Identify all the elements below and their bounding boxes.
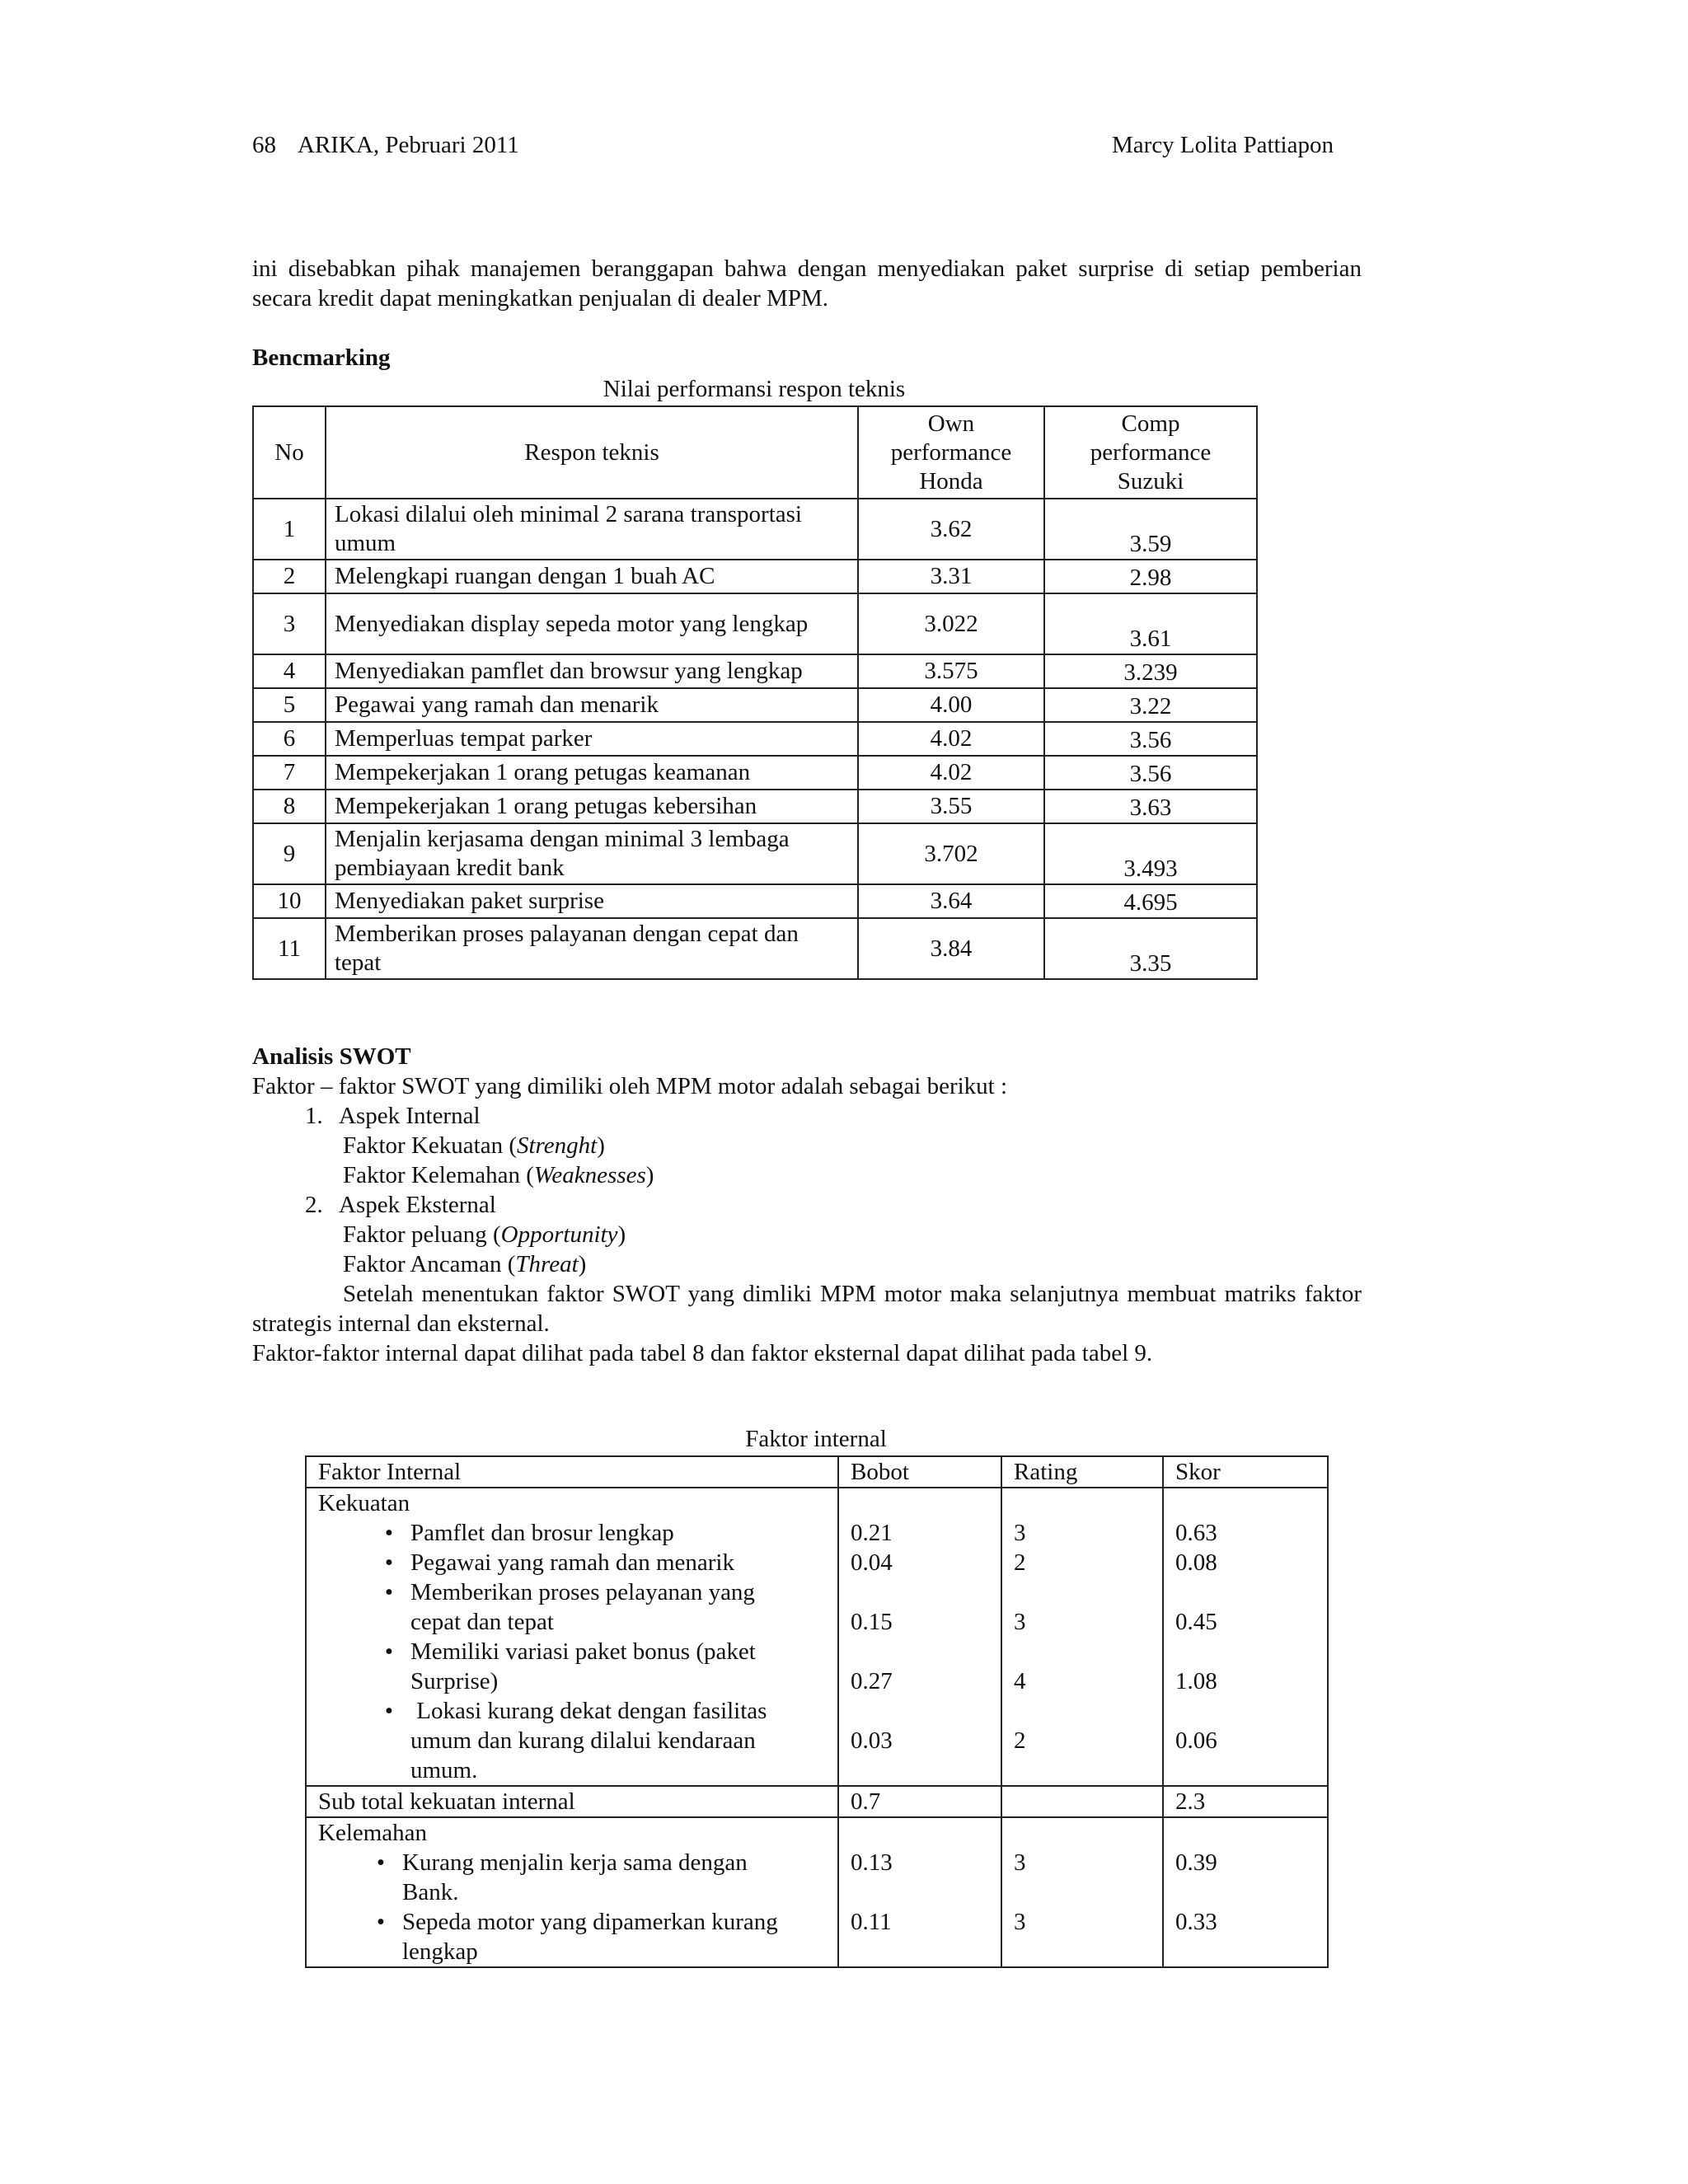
cell-no: 2 xyxy=(253,560,326,593)
kekuatan-items xyxy=(318,1518,826,1785)
table-row xyxy=(253,756,1257,790)
item-text: umum dan kurang dilalui kendaraan xyxy=(410,1727,756,1754)
swot-heading: Analisis SWOT xyxy=(252,1043,411,1070)
skor-value: 0.06 xyxy=(1175,1727,1217,1754)
kelemahan-rating xyxy=(1001,1817,1163,1967)
own-line-3: Honda xyxy=(919,467,983,494)
list-item xyxy=(368,1518,826,1548)
comp-line-2: performance xyxy=(1090,438,1212,466)
cell-own: 3.84 xyxy=(858,918,1044,979)
kelemahan-items xyxy=(318,1848,826,1966)
col-header-no: No xyxy=(253,406,326,499)
journal-name: ARIKA, Pebruari 2011 xyxy=(298,132,519,158)
col-header-skor: Skor xyxy=(1163,1456,1328,1488)
cell-own: 3.64 xyxy=(858,884,1044,918)
cell-comp: 2.98 xyxy=(1044,560,1257,593)
col-header-rating: Rating xyxy=(1001,1456,1163,1488)
swot-item-2-label: Aspek Eksternal xyxy=(339,1192,496,1218)
text-italic: Opportunity xyxy=(500,1221,618,1248)
kelemahan-skor xyxy=(1163,1817,1328,1967)
list-item xyxy=(368,1548,826,1577)
bullet-icon: • xyxy=(384,1698,394,1724)
table-row xyxy=(253,499,1257,560)
faktor-internal-table xyxy=(305,1455,1329,1968)
swot-paragraph-2: Faktor-faktor internal dapat dilihat pada tabel 8 dan faktor eksternal dapat dilihat pada tabel 9. xyxy=(252,1340,1153,1366)
list-item xyxy=(368,1696,826,1785)
swot-item-1-sub-2 xyxy=(343,1160,654,1190)
swot-item-2-sub-1 xyxy=(343,1220,626,1249)
kelemahan-section xyxy=(306,1817,1328,1967)
text: Faktor peluang ( xyxy=(343,1221,501,1248)
benchmark-heading: Bencmarking xyxy=(252,344,391,371)
subtotal-skor: 2.3 xyxy=(1163,1786,1328,1817)
swot-item-2-number: 2. xyxy=(305,1192,323,1218)
item-text: Pegawai yang ramah dan menarik xyxy=(410,1549,734,1576)
cell-own: 4.02 xyxy=(858,722,1044,756)
text: Faktor Kelemahan ( xyxy=(343,1162,534,1188)
cell-no: 3 xyxy=(253,593,326,654)
cell-comp: 3.493 xyxy=(1044,823,1257,884)
benchmark-caption: Nilai performansi respon teknis xyxy=(603,376,906,402)
bullet-icon: • xyxy=(384,1549,394,1576)
text: Faktor Kekuatan ( xyxy=(343,1132,517,1159)
rating-value: 3 xyxy=(1014,1520,1026,1546)
bullet-icon: • xyxy=(376,1849,386,1876)
kelemahan-bobot xyxy=(838,1817,1001,1967)
rating-value: 3 xyxy=(1014,1609,1026,1635)
item-text: Memberikan proses pelayanan yang xyxy=(410,1579,755,1605)
benchmark-table xyxy=(252,405,1258,980)
cell-comp: 3.63 xyxy=(1044,790,1257,823)
cell-comp: 3.35 xyxy=(1044,918,1257,979)
cell-respon: Melengkapi ruangan dengan 1 buah AC xyxy=(326,560,858,593)
item-text: Bank. xyxy=(402,1879,459,1905)
table-row xyxy=(253,884,1257,918)
skor-value: 0.63 xyxy=(1175,1520,1217,1546)
cell-no: 11 xyxy=(253,918,326,979)
kekuatan-rating xyxy=(1001,1488,1163,1786)
kelemahan-label: Kelemahan xyxy=(318,1820,428,1846)
bobot-value: 0.03 xyxy=(851,1727,893,1754)
table-row xyxy=(253,654,1257,688)
kekuatan-bobot xyxy=(838,1488,1001,1786)
cell-comp: 3.56 xyxy=(1044,756,1257,790)
bobot-value: 0.13 xyxy=(851,1849,893,1876)
cell-own: 3.702 xyxy=(858,823,1044,884)
table-row xyxy=(253,593,1257,654)
item-text: Pamflet dan brosur lengkap xyxy=(410,1520,674,1546)
cell-comp: 3.239 xyxy=(1044,654,1257,688)
list-item xyxy=(368,1637,826,1696)
item-text: umum. xyxy=(410,1757,478,1783)
cell-respon: Menyediakan paket surprise xyxy=(326,884,858,918)
bullet-icon: • xyxy=(384,1520,394,1546)
kekuatan-label: Kekuatan xyxy=(318,1490,410,1516)
cell-no: 8 xyxy=(253,790,326,823)
cell-no: 1 xyxy=(253,499,326,560)
item-text: Memiliki variasi paket bonus (paket xyxy=(410,1638,756,1665)
bobot-value: 0.21 xyxy=(851,1520,893,1546)
swot-item-2 xyxy=(305,1190,496,1220)
skor-value: 0.39 xyxy=(1175,1849,1217,1876)
cell-own: 4.02 xyxy=(858,756,1044,790)
text: ) xyxy=(617,1221,626,1248)
col-header-own xyxy=(858,406,1044,499)
rating-value: 2 xyxy=(1014,1727,1026,1754)
cell-respon: Pegawai yang ramah dan menarik xyxy=(326,688,858,722)
cell-respon: Menyediakan pamflet dan browsur yang lengkap xyxy=(326,654,858,688)
swot-item-1-label: Aspek Internal xyxy=(339,1103,481,1129)
benchmark-header-row xyxy=(253,406,1257,499)
text-italic: Strenght xyxy=(517,1132,598,1159)
page-header xyxy=(252,130,1334,160)
rating-value: 3 xyxy=(1014,1909,1026,1935)
col-header-comp xyxy=(1044,406,1257,499)
table-row xyxy=(253,790,1257,823)
comp-line-1: Comp xyxy=(1121,410,1180,437)
text: ) xyxy=(578,1251,587,1277)
cell-own: 3.62 xyxy=(858,499,1044,560)
kekuatan-list xyxy=(306,1488,838,1786)
item-text: Kurang menjalin kerja sama dengan xyxy=(402,1849,748,1876)
intro-paragraph: ini disebabkan pihak manajemen beranggapan bahwa dengan menyediakan paket surprise di setiap pemberian secara kredit dapat meningkatkan penjualan di dealer MPM. xyxy=(252,255,1362,312)
subtotal-bobot: 0.7 xyxy=(838,1786,1001,1817)
cell-respon: Mempekerjakan 1 orang petugas kebersihan xyxy=(326,790,858,823)
cell-comp: 3.22 xyxy=(1044,688,1257,722)
bobot-value: 0.11 xyxy=(851,1909,892,1935)
kekuatan-skor xyxy=(1163,1488,1328,1786)
table-row xyxy=(253,688,1257,722)
text: Faktor Ancaman ( xyxy=(343,1251,516,1277)
cell-own: 3.31 xyxy=(858,560,1044,593)
text: ) xyxy=(597,1132,605,1159)
item-text: lengkap xyxy=(402,1938,478,1965)
subtotal-rating xyxy=(1001,1786,1163,1817)
subtotal-row xyxy=(306,1786,1328,1817)
table-row xyxy=(253,918,1257,979)
cell-respon: Memperluas tempat parker xyxy=(326,722,858,756)
comp-line-3: Suzuki xyxy=(1117,467,1184,494)
swot-item-1-sub-1 xyxy=(343,1131,605,1160)
cell-comp: 3.61 xyxy=(1044,593,1257,654)
skor-value: 0.45 xyxy=(1175,1609,1217,1635)
text: ) xyxy=(645,1162,654,1188)
skor-value: 1.08 xyxy=(1175,1668,1217,1694)
cell-no: 5 xyxy=(253,688,326,722)
col-header-respon: Respon teknis xyxy=(326,406,858,499)
item-text: Surprise) xyxy=(410,1668,499,1694)
cell-no: 7 xyxy=(253,756,326,790)
item-text: cepat dan tepat xyxy=(410,1609,554,1635)
cell-own: 3.022 xyxy=(858,593,1044,654)
rating-value: 3 xyxy=(1014,1849,1026,1876)
list-item xyxy=(359,1848,826,1907)
text-italic: Weaknesses xyxy=(533,1162,646,1188)
skor-value: 0.33 xyxy=(1175,1909,1217,1935)
swot-intro: Faktor – faktor SWOT yang dimiliki oleh MPM motor adalah sebagai berikut : xyxy=(252,1073,1008,1099)
page-number: 68 xyxy=(252,132,276,158)
list-item xyxy=(359,1907,826,1966)
item-text: Lokasi kurang dekat dengan fasilitas xyxy=(410,1698,767,1724)
bullet-icon: • xyxy=(384,1579,394,1605)
own-line-1: Own xyxy=(927,410,975,437)
author-name: Marcy Lolita Pattiapon xyxy=(1112,132,1334,158)
table-row xyxy=(253,722,1257,756)
cell-no: 10 xyxy=(253,884,326,918)
own-line-2: performance xyxy=(890,438,1012,466)
subtotal-label: Sub total kekuatan internal xyxy=(306,1786,838,1817)
cell-respon: Menyediakan display sepeda motor yang lengkap xyxy=(326,593,858,654)
faktor-internal-caption: Faktor internal xyxy=(745,1426,887,1452)
swot-paragraph-1: Setelah menentukan faktor SWOT yang dimliki MPM motor maka selanjutnya membuat matriks faktor strategis internal dan eksternal. xyxy=(252,1281,1362,1337)
bobot-value: 0.04 xyxy=(851,1549,893,1576)
rating-value: 4 xyxy=(1014,1668,1026,1694)
col-header-bobot: Bobot xyxy=(838,1456,1001,1488)
bullet-icon: • xyxy=(384,1638,394,1665)
cell-respon: Lokasi dilalui oleh minimal 2 sarana transportasi umum xyxy=(326,499,858,560)
cell-own: 4.00 xyxy=(858,688,1044,722)
cell-no: 9 xyxy=(253,823,326,884)
bullet-icon: • xyxy=(376,1909,386,1935)
cell-comp: 4.695 xyxy=(1044,884,1257,918)
bobot-value: 0.27 xyxy=(851,1668,893,1694)
skor-value: 0.08 xyxy=(1175,1549,1217,1576)
swot-item-1-number: 1. xyxy=(305,1103,323,1129)
list-item xyxy=(368,1577,826,1637)
swot-item-1 xyxy=(305,1101,481,1131)
text-italic: Threat xyxy=(515,1251,579,1277)
kekuatan-section xyxy=(306,1488,1328,1786)
cell-no: 4 xyxy=(253,654,326,688)
kelemahan-list xyxy=(306,1817,838,1967)
swot-item-2-sub-2 xyxy=(343,1249,586,1279)
cell-own: 3.55 xyxy=(858,790,1044,823)
table-row xyxy=(253,560,1257,593)
item-text: Sepeda motor yang dipamerkan kurang xyxy=(402,1909,778,1935)
cell-comp: 3.59 xyxy=(1044,499,1257,560)
cell-respon: Mempekerjakan 1 orang petugas keamanan xyxy=(326,756,858,790)
cell-comp: 3.56 xyxy=(1044,722,1257,756)
cell-respon: Memberikan proses palayanan dengan cepat dan tepat xyxy=(326,918,858,979)
col-header-faktor: Faktor Internal xyxy=(306,1456,838,1488)
cell-no: 6 xyxy=(253,722,326,756)
cell-respon: Menjalin kerjasama dengan minimal 3 lembaga pembiayaan kredit bank xyxy=(326,823,858,884)
bobot-value: 0.15 xyxy=(851,1609,893,1635)
cell-own: 3.575 xyxy=(858,654,1044,688)
rating-value: 2 xyxy=(1014,1549,1026,1576)
fi-header-row xyxy=(306,1456,1328,1488)
table-row xyxy=(253,823,1257,884)
